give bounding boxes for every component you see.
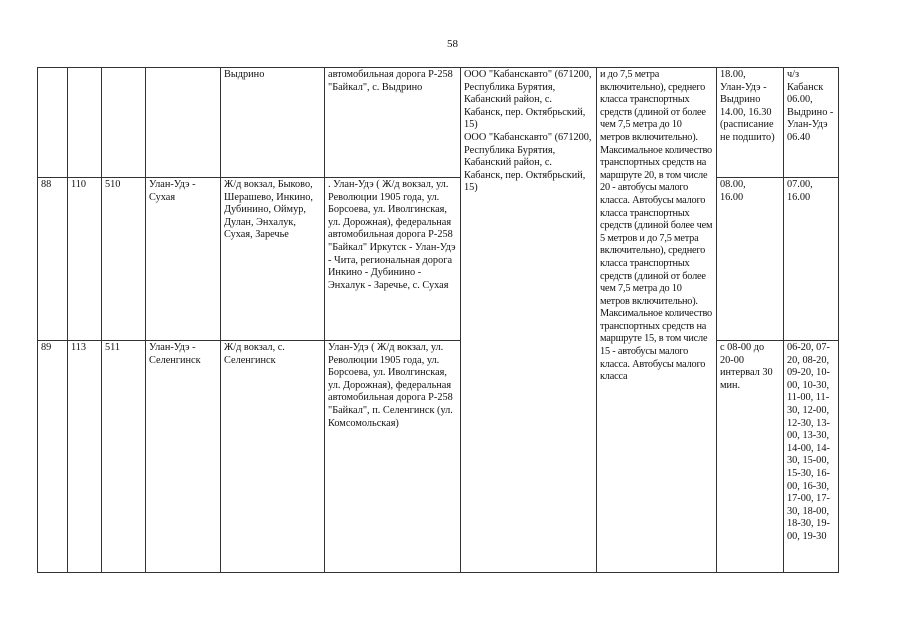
table-row — [38, 68, 839, 178]
route-name-cell — [146, 68, 221, 178]
streets-cell: Улан-Удэ ( Ж/д вокзал, ул. Революции 1905 года, ул. Борсоева, ул. Иволгинская, ул. Дорожная), федеральная автомобильная дорога Р-258 "Байкал", п. Селенгинск (ул. Комсомольская) — [325, 341, 461, 573]
table-row — [38, 341, 839, 573]
registry-number-cell: 113 — [68, 341, 102, 573]
streets-cell: автомобильная дорога Р-258 "Байкал", с. Выдрино — [325, 68, 461, 178]
page-number: 58 — [447, 38, 458, 50]
vehicles-cell: и до 7,5 метра включительно), среднего класса транспортных средств (длиной от более чем 7,5 метра до 10 метров включительно). Максимальное количество транспортных средств на маршруте 20, в том числе 20 - автобусы малого класса. Автобусы малого класса транспортных средств (длиной более чем 5 метров и до 7,5 метра включительно), среднего класса транспортных средств (длиной от более чем 7,5 метра до 10 метров включительно). Максимальное количество транспортных средств на маршруте 15, в том числе 15 - автобусы малого класса. Автобусы малого класса — [597, 68, 717, 573]
stops-cell: Выдрино — [221, 68, 325, 178]
registry-number-cell — [68, 68, 102, 178]
departure-end-cell: 06-20, 07-20, 08-20, 09-20, 10-00, 10-30, 11-00, 11-30, 12-00, 12-30, 13-00, 13-30, 14-00, 14-30, 15-00, 15-30, 16-00, 16-30, 17-00, 17-30, 18-00, 18-30, 19-00, 19-30 — [784, 341, 839, 573]
route-number-cell: 511 — [102, 341, 146, 573]
departure-end-cell: ч/з Кабанск 06.00, Выдрино - Улан-Удэ 06.40 — [784, 68, 839, 178]
route-number-cell: 510 — [102, 178, 146, 341]
routes-table — [37, 67, 839, 573]
registry-number-cell: 110 — [68, 178, 102, 341]
route-name-cell: Улан-Удэ - Селенгинск — [146, 341, 221, 573]
table-row — [38, 178, 839, 341]
streets-cell: . Улан-Удэ ( Ж/д вокзал, ул. Революции 1905 года, ул. Борсоева, ул. Иволгинская, ул. Дорожная), федеральная автомобильная дорога Р-258 "Байкал" Иркутск - Улан-Удэ - Чита, региональная дорога Инкино - Дубинино - Энхалук - Заречье, с. Сухая — [325, 178, 461, 341]
departure-start-cell: 08.00, 16.00 — [717, 178, 784, 341]
route-number-cell — [102, 68, 146, 178]
row-number-cell: 88 — [38, 178, 68, 341]
departure-end-cell: 07.00, 16.00 — [784, 178, 839, 341]
row-number-cell — [38, 68, 68, 178]
stops-cell: Ж/д вокзал, Быково, Шерашево, Инкино, Дубинино, Оймур, Дулан, Энхалук, Сухая, Заречье — [221, 178, 325, 341]
stops-cell: Ж/д вокзал, с. Селенгинск — [221, 341, 325, 573]
departure-start-cell: 18.00, Улан-Удэ - Выдрино 14.00, 16.30 (расписание не подшито) — [717, 68, 784, 178]
route-name-cell: Улан-Удэ - Сухая — [146, 178, 221, 341]
departure-start-cell: с 08-00 до 20-00 интервал 30 мин. — [717, 341, 784, 573]
row-number-cell: 89 — [38, 341, 68, 573]
carrier-cell: ООО "Кабанскавто" (671200, Республика Бурятия, Кабанский район, с. Кабанск, пер. Октябрьский, 15) ООО "Кабанскавто" (671200, Республика Бурятия, Кабанский район, с. Кабанск, пер. Октябрьский, 15) — [461, 68, 597, 573]
